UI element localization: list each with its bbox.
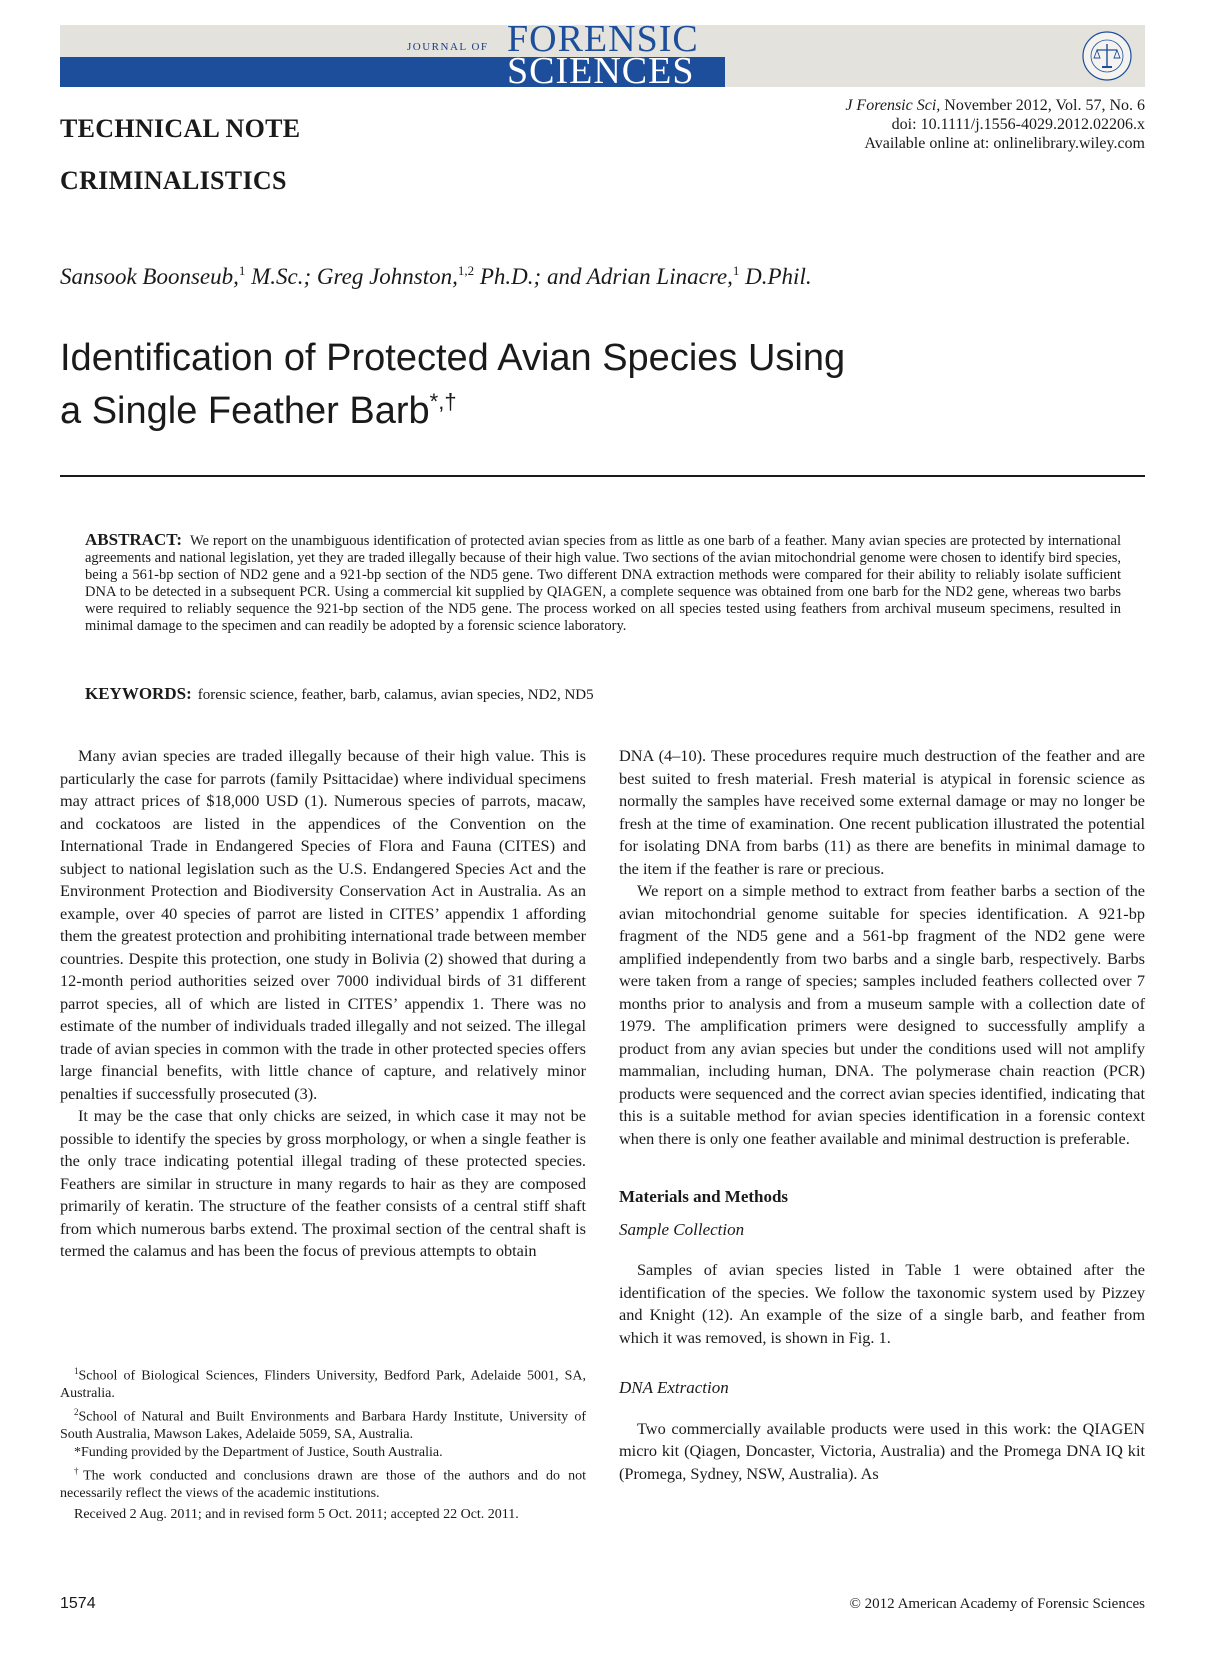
author-affiliation-mark: 1 <box>238 263 246 278</box>
citation-doi: doi: 10.1111/j.1556-4029.2012.02206.x <box>891 116 1145 133</box>
article-type-label: TECHNICAL NOTE <box>60 114 301 143</box>
body-paragraph: Samples of avian species listed in Table 1 were obtained after the identification of the species. We follow the taxonomic system used by Pizzey and Knight (12). An example of the size of a single barb, and feather from which it was removed, is shown in Fig. 1. <box>619 1260 1145 1347</box>
footnotes <box>60 1363 586 1525</box>
author-affiliation-mark: 1 <box>732 263 740 278</box>
keywords-text: forensic science, feather, barb, calamus, avian species, ND2, ND5 <box>197 687 594 703</box>
author-name: Sansook Boonseub, <box>60 264 239 289</box>
body-paragraph: It may be the case that only chicks are seized, in which case it may not be possible to identify the species by gross morphology, or when a single feather is the only trace indicating potential illegal trading of these protected species. Feathers are similar in structure in many regards to hair as they are composed primarily of keratin. The structure of the feather consists of a central stiff shaft from which numerous barbs extend. The proximal section of the central shaft is termed the calamus and has been the focus of previous attempts to obtain <box>60 1106 586 1260</box>
academy-seal-icon <box>1081 30 1133 82</box>
copyright: © 2012 American Academy of Forensic Sciences <box>849 1596 1145 1612</box>
journal-name-sciences: SCIENCES <box>507 50 695 92</box>
author-degree: D.Phil. <box>745 264 812 289</box>
abstract <box>85 531 1121 635</box>
title-divider <box>60 475 1145 477</box>
footnote: †The work conducted and conclusions drawn are those of the authors and do not necessarily reflect the views of the academic institutions. <box>60 1465 587 1501</box>
author-degree: M.Sc.; <box>251 264 312 289</box>
author-name: Greg Johnston, <box>316 264 458 289</box>
keywords-label: KEYWORDS: <box>85 684 192 703</box>
article-section-label: CRIMINALISTICS <box>60 166 287 195</box>
abstract-label: ABSTRACT: <box>85 530 182 549</box>
author-name: Adrian Linacre, <box>586 264 733 289</box>
footnote: $^2$School of Natural and Built Environments and Barbara Hardy Institute, University of South Australia, Mawson Lakes, Adelaide 5059, SA, Australia. <box>60 1406 586 1442</box>
subsection-heading-sample: Sample Collection <box>619 1219 745 1239</box>
body-paragraph: Two commercially available products were used in this work: the QIAGEN micro kit (Qiagen, Doncaster, Victoria, Australia) and the Promega DNA IQ kit (Promega, Sydney, NSW, Australia). As <box>619 1418 1145 1483</box>
author-list <box>60 263 812 290</box>
keywords <box>85 684 594 704</box>
abstract-text: We report on the unambiguous identification of protected avian species from as little as one barb of a feather. Many avian species are protected by international agreements and national legislation, yet they are traded illegally because of their high value. Two sections of the avian mitochondrial genome were chosen to identify bird species, being a 561-bp section of ND2 gene and a 921-bp section of the ND5 gene. Two different DNA extraction methods were compared for their ability to reliably isolate sufficient DNA to be detected in a subsequent PCR. Using a commercial kit supplied by QIAGEN, a complete sequence was obtained from one barb for the ND2 gene, whereas two barbs were required to reliably sequence the 921-bp section of the ND5 gene. The process worked on all species tested using feathers from archival museum specimens, resulted in minimal damage to the specimen and can readily be adopted by a forensic science laboratory. <box>85 533 1121 634</box>
section-heading-methods: Materials and Methods <box>619 1187 789 1206</box>
author-affiliation-mark: 1,2 <box>457 263 475 278</box>
received-dates: Received 2 Aug. 2011; and in revised form 5 Oct. 2011; accepted 22 Oct. 2011. <box>74 1507 519 1523</box>
footnote: $^1$School of Biological Sciences, Flinders University, Bedford Park, Adelaide 5001, SA, Australia. <box>60 1366 586 1402</box>
body-column-right <box>619 745 1145 1485</box>
article-title <box>60 336 960 433</box>
subsection-heading-dna: DNA Extraction <box>619 1378 729 1397</box>
article-title-line2: a Single Feather Barb <box>60 390 430 432</box>
journal-of-label: JOURNAL OF <box>407 41 489 53</box>
article-title-line1: Identification of Protected Avian Species Using <box>60 337 846 379</box>
citation-block <box>845 96 1145 153</box>
title-footnote-marks: *,† <box>429 389 457 414</box>
body-paragraph: DNA (4–10). These procedures require much destruction of the feather and are best suited to fresh material. Fresh material is atypical in forensic science as normally the samples have received some external damage or may no longer be fresh at the time of examination. One recent publication illustrated the potential for isolating DNA from barbs (11) as there are benefits in minimal damage to the item if the feather is rare or precious. <box>619 746 1145 878</box>
body-column-left <box>60 745 586 1263</box>
citation-issue: November 2012, Vol. 57, No. 6 <box>944 97 1145 114</box>
citation-online: Available online at: onlinelibrary.wiley.com <box>864 135 1145 152</box>
author-degree: Ph.D.; and <box>479 264 582 289</box>
body-paragraph: Many avian species are traded illegally because of their high value. This is particularly the case for parrots (family Psittacidae) where individual specimens may attract prices of $18,000 USD (1). Numerous species of parrots, macaw, and cockatoos are listed in the appendices of the Convention on the International Trade in Endangered Species of Flora and Fauna (CITES) and subject to national legislation such as the U.S. Endangered Species Act and the Environment Protection and Biodiversity Conservation Act in Australia. As an example, over 40 species of parrot are listed in CITES’ appendix 1 affording them the greatest protection and prohibiting international trade between member countries. Despite this protection, one study in Bolivia (2) showed that during a 12-month period authorities seized over 7000 individual birds of 31 different parrot species, all of which are listed in CITES’ appendix 1. There was no estimate of the number of individuals traded illegally and not seized. The illegal trade of avian species in common with the trade in other protected species offers large financial benefits, with little chance of capture, and relatively minor penalties if successfully prosecuted (3). <box>60 746 586 1103</box>
page-number: 1574 <box>60 1595 96 1612</box>
journal-name-forensic: FORENSIC <box>507 18 699 60</box>
body-paragraph: We report on a simple method to extract from feather barbs a section of the avian mitochondrial genome suitable for species identification. A 921-bp fragment of the ND5 gene and a 561-bp fragment of the ND2 gene were amplified independently from two barbs and a single barb, respectively. Barbs were taken from a range of species; samples included feathers collected over 7 months prior to analysis and from a museum sample with a collection date of 1979. The amplification primers were designed to successfully amplify a product from any avian species but under the conditions used will not amplify mammalian, including human, DNA. The polymerase chain reaction (PCR) products were sequenced and the correct avian species identified, indicating that this is a suitable method for avian species identification in a forensic context when there is only one feather available and minimal destruction is preferable. <box>619 881 1145 1148</box>
footnote: *Funding provided by the Department of Justice, South Australia. <box>74 1445 443 1461</box>
citation-journal: J Forensic Sci, <box>845 97 941 114</box>
